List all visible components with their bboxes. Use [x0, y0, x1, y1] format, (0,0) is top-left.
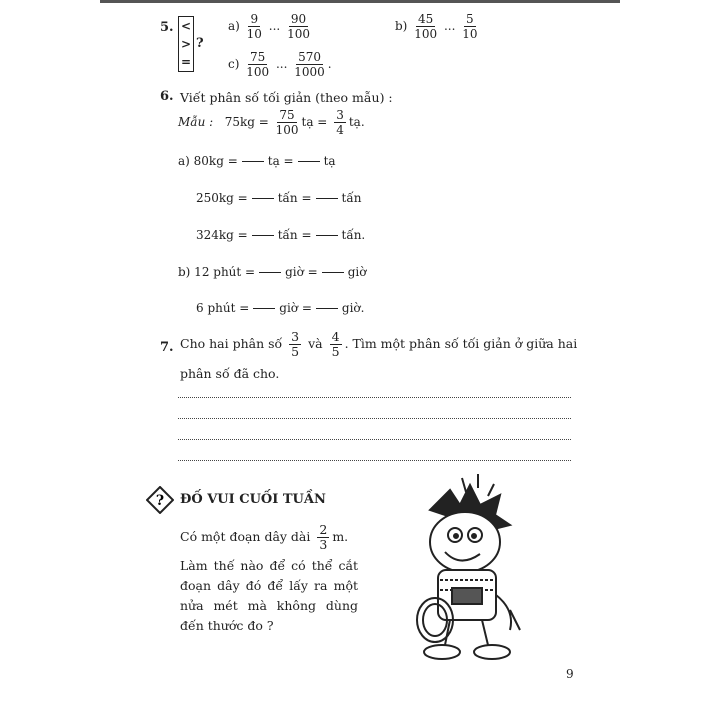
- cartoon-boy-illustration: [400, 470, 540, 665]
- ex6-number: 6.: [160, 89, 174, 104]
- ex6-title: Viết phân số tối giản (theo mẫu) :: [180, 90, 393, 105]
- fraction: $\frac{75}{100}$: [275, 108, 299, 137]
- ex6-row: 250kg = tấn = tấn: [196, 191, 362, 205]
- sep: ...: [443, 19, 456, 33]
- riddle-text: Có một đoạn dây dài $\frac{2}{3}$ m. Làm thế nào để có thể cắt đoạn dây đó để lấy ra một nửa mét mà không dùng đến thước đo ?: [180, 522, 358, 633]
- symbol-eq: =: [180, 55, 192, 69]
- ex6-row: a) 80kg = tạ = tạ: [178, 154, 336, 168]
- question-diamond-icon: [146, 486, 174, 514]
- fraction: $\frac{5}{10}$: [462, 12, 478, 41]
- page-number: 9: [566, 667, 574, 681]
- top-border: [100, 0, 620, 3]
- ex6-row: 324kg = tấn = tấn.: [196, 228, 366, 242]
- ex7-number: 7.: [160, 340, 174, 355]
- fraction: $\frac{45}{100}$: [414, 12, 438, 41]
- answer-line[interactable]: [178, 418, 571, 419]
- label: c): [228, 57, 240, 71]
- fraction: $\frac{570}{1000}$: [294, 50, 325, 79]
- label: b): [395, 19, 408, 33]
- fraction: $\frac{3}{5}$: [291, 329, 300, 359]
- symbol-lt: <: [180, 19, 192, 33]
- answer-line[interactable]: [178, 439, 571, 440]
- fraction: $\frac{2}{3}$: [319, 522, 328, 552]
- symbol-gt: >: [180, 37, 192, 51]
- ex5-c: c) $\frac{75}{100}$ ... $\frac{570}{1000}$ .: [228, 50, 332, 79]
- ex7-line2: phân số đã cho.: [180, 366, 280, 381]
- fraction: $\frac{90}{100}$: [287, 12, 310, 41]
- sep: ...: [268, 19, 281, 33]
- riddle-title: ĐỐ VUI CUỐI TUẦN: [180, 492, 326, 507]
- fraction: $\frac{4}{5}$: [331, 329, 340, 359]
- ex6-sample: Mẫu : 75kg = $\frac{75}{100}$ tạ = $\frac{3}{4}$ tạ.: [178, 108, 365, 137]
- fraction: $\frac{9}{10}$: [246, 12, 262, 41]
- ex5-number: 5.: [160, 20, 174, 35]
- ex6-row: 6 phút = giờ = giờ.: [196, 301, 365, 315]
- ex7-text: Cho hai phân số $\frac{3}{5}$ và $\frac{4}{5}$ . Tìm một phân số tối giản ở giữa hai: [180, 329, 578, 359]
- sep: ...: [275, 57, 288, 71]
- fraction: $\frac{3}{4}$: [336, 108, 344, 137]
- answer-line[interactable]: [178, 460, 571, 461]
- fraction: $\frac{75}{100}$: [246, 50, 270, 79]
- ex6-row: b) 12 phút = giờ = giờ: [178, 265, 367, 279]
- label: a): [228, 19, 240, 33]
- ex5-a: [228, 12, 313, 41]
- comparison-symbol-box: [178, 16, 194, 72]
- svg-text:?: ?: [155, 493, 165, 509]
- sample-label: Mẫu :: [178, 115, 214, 129]
- ex5-question: ?: [196, 36, 204, 51]
- ex5-b: [395, 12, 481, 41]
- answer-line[interactable]: [178, 397, 571, 398]
